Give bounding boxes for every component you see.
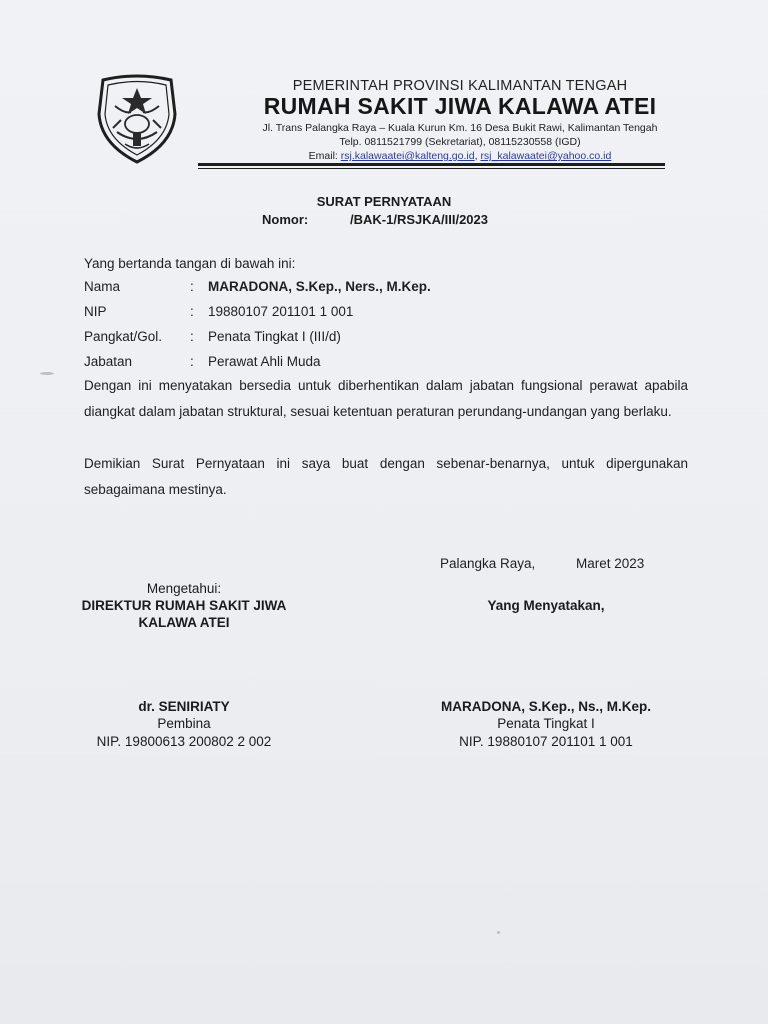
left-signature-caption: Mengetahui: <box>146 581 222 596</box>
field-colon: : <box>190 329 194 344</box>
email-label: Email: <box>308 150 338 162</box>
email-link-yahoo[interactable]: rsj_kalawaatei@yahoo.co.id <box>480 150 612 162</box>
letterhead-divider-thick <box>198 163 665 166</box>
field-label-nama: Nama <box>84 279 121 294</box>
nomor-value: /BAK-1/RSJKA/III/2023 <box>350 212 488 227</box>
field-value-pangkat: Penata Tingkat I (III/d) <box>208 329 341 344</box>
left-signature-position-line2: KALAWA ATEI <box>138 615 230 630</box>
email-separator: , <box>474 150 478 162</box>
letterhead-government: PEMERINTAH PROVINSI KALIMANTAN TENGAH <box>292 78 628 94</box>
field-colon: : <box>190 279 194 294</box>
field-colon: : <box>190 354 194 369</box>
field-label-nip: NIP <box>84 304 107 319</box>
field-value-nama: MARADONA, S.Kep., Ners., M.Kep. <box>208 279 431 294</box>
email-link-kalteng[interactable]: rsj.kalawaatei@kalteng.go.id <box>340 150 475 162</box>
left-signature-position-line1: DIREKTUR RUMAH SAKIT JIWA <box>81 598 287 613</box>
right-signature-name: MARADONA, S.Kep., Ns., M.Kep. <box>440 699 651 714</box>
right-signature-rank: Penata Tingkat I <box>497 716 595 731</box>
field-value-jabatan: Perawat Ahli Muda <box>208 354 321 369</box>
left-signature-nip: NIP. 19800613 200802 2 002 <box>96 734 272 749</box>
kalimantan-tengah-emblem-icon <box>95 74 179 166</box>
letter-date: Maret 2023 <box>576 556 645 571</box>
letterhead-telp: Telp. 0811521799 (Sekretariat), 08115230558 (IGD) <box>339 136 581 148</box>
paper-speck <box>497 931 500 934</box>
closing-paragraph: Demikian Surat Pernyataan ini saya buat dengan sebenar-benarnya, untuk dipergunakan sebagaimana mestinya. <box>84 456 688 497</box>
left-signature-name: dr. SENIRIATY <box>138 699 230 714</box>
field-colon: : <box>190 304 194 319</box>
letterhead-address: Jl. Trans Palangka Raya – Kuala Kurun Km. 16 Desa Bukit Rawi, Kalimantan Tengah <box>262 122 658 134</box>
nomor-label: Nomor: <box>262 212 309 227</box>
left-signature-rank: Pembina <box>157 716 211 731</box>
letterhead-email <box>200 150 720 162</box>
field-label-pangkat: Pangkat/Gol. <box>84 329 163 344</box>
intro-text: Yang bertanda tangan di bawah ini: <box>84 256 296 271</box>
letterhead-institution: RUMAH SAKIT JIWA KALAWA ATEI <box>263 93 657 119</box>
document-title: SURAT PERNYATAAN <box>316 194 452 209</box>
paper-speck <box>40 372 54 375</box>
letterhead-divider-thin <box>198 168 665 169</box>
field-label-jabatan: Jabatan <box>84 354 133 369</box>
field-value-nip: 19880107 201101 1 001 <box>208 304 354 319</box>
statement-paragraph: Dengan ini menyatakan bersedia untuk diberhentikan dalam jabatan fungsional perawat apabila diangkat dalam jabatan struktural, sesuai ketentuan peraturan perundang-undangan yang berlaku. <box>84 378 688 419</box>
right-signature-nip: NIP. 19880107 201101 1 001 <box>459 734 633 749</box>
letter-place: Palangka Raya, <box>440 556 536 571</box>
right-signature-caption: Yang Menyatakan, <box>487 598 605 613</box>
